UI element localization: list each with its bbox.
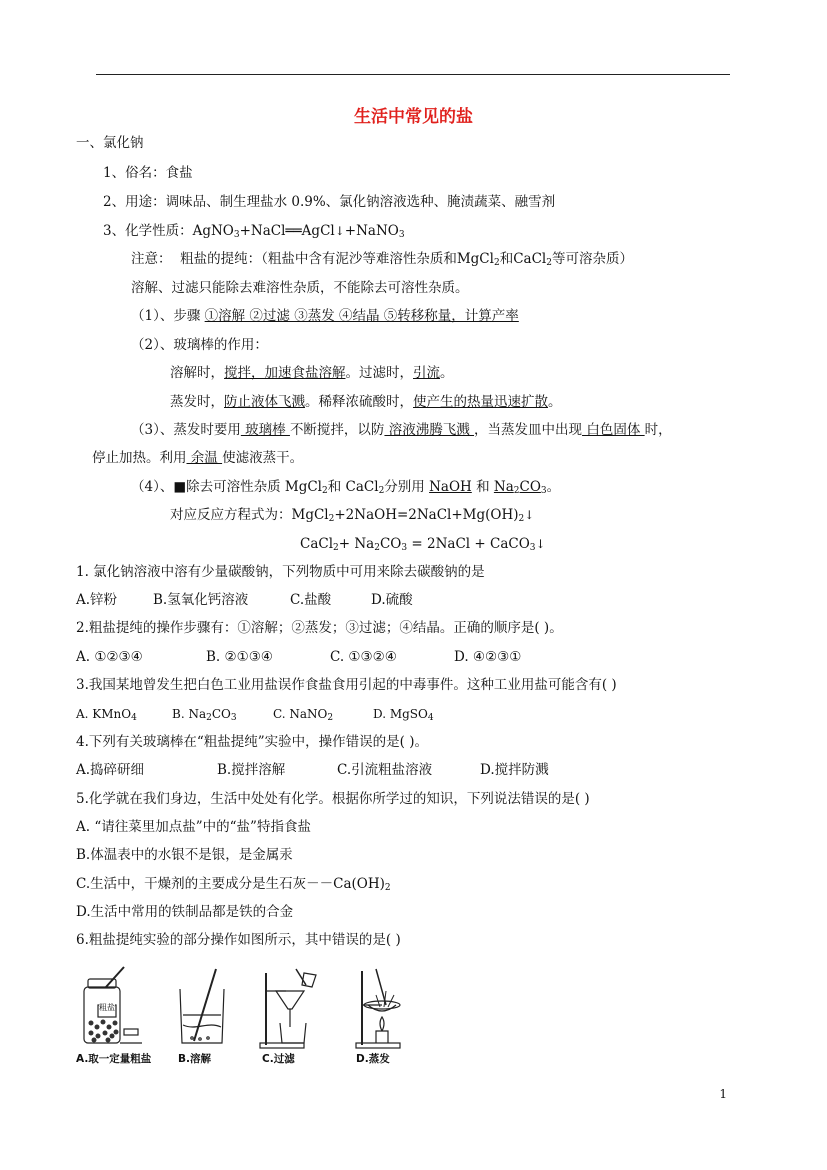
q6-stem: 6.粗盐提纯实验的部分操作如图所示，其中错误的是( ) — [76, 932, 401, 948]
step4-line: （4）、■除去可溶性杂质 MgCl$_2$和 CaCl$_2$分别用 NaOH 和 $Na_2CO_3$。 — [131, 479, 561, 496]
figure-caption-a: A.取一定量粗盐 — [76, 1053, 152, 1065]
beaker-icon — [180, 969, 224, 1043]
alias-label: 1、俗名： — [103, 165, 166, 181]
uses-value: 调味品、制生理盐水 0.9%、氯化钠溶液选种、腌渍蔬菜、融雪剂 — [165, 194, 556, 210]
q4-option-d: D.搅拌防溅 — [480, 762, 549, 778]
step4-eq2: CaCl$_2$+ $Na_2CO_3$ = 2NaCl + CaCO$_3$↓ — [300, 536, 546, 553]
step2-line2: 蒸发时，防止液体飞溅。稀释浓硫酸时，使产生的热量迅速扩散。 — [170, 394, 562, 410]
q4-option-a: A.捣碎研细 — [76, 762, 145, 778]
uses-label: 2、用途： — [103, 194, 166, 210]
q3-option-d: D. MgSO$_4$ — [373, 707, 434, 723]
alias-line — [103, 163, 193, 183]
step1-answer: ①溶解 ②过滤 ③蒸发 ④结晶 ⑤转移称量，计算产率 — [204, 308, 519, 324]
evaporation-stand-icon — [356, 969, 400, 1048]
q5-option-c: C.生活中，干燥剂的主要成分是生石灰$--Ca(OH)_2$ — [76, 876, 391, 893]
q5-option-b: B.体温表中的水银不是银，是金属汞 — [76, 847, 293, 863]
step3-line2: 停止加热。利用 余温 使滤液蒸干。 — [92, 450, 304, 466]
q4-stem: 4.下列有关玻璃棒在“粗盐提纯”实验中，操作错误的是( )。 — [76, 734, 429, 750]
q4-option-c: C.引流粗盐溶液 — [337, 762, 433, 778]
down-arrow-icon: ↓ — [535, 537, 546, 551]
q5-stem: 5.化学就在我们身边，生活中处处有化学。根据你所学过的知识，下列说法错误的是( ) — [76, 791, 590, 807]
q2-option-c: C. ①③②④ — [330, 649, 397, 665]
q4-option-b: B.搅拌溶解 — [217, 762, 286, 778]
header-rule — [96, 74, 730, 75]
q5-option-d: D.生活中常用的铁制品都是铁的合金 — [76, 904, 294, 920]
figure-caption-b: B.溶解 — [178, 1053, 211, 1065]
chem-eq: AgNO$_3$+NaCl══AgCl↓+NaNO$_3$ — [192, 223, 405, 240]
jar-label: 粗盐 — [99, 1003, 115, 1012]
q2-stem: 2.粗盐提纯的操作步骤有：①溶解；②蒸发；③过滤；④结晶。正确的顺序是( )。 — [76, 620, 563, 636]
note-line: 注意： 粗盐的提纯：（粗盐中含有泥沙等难溶性杂质和MgCl$_2$和CaCl$_2$等可溶杂质） — [131, 251, 633, 268]
figure-caption-c: C.过滤 — [262, 1053, 295, 1065]
uses-line — [103, 192, 555, 212]
down-arrow-icon: ↓ — [524, 508, 535, 522]
q1-stem: 1. 氯化钠溶液中溶有少量碳酸钠，下列物质中可用来除去碳酸钠的是 — [76, 564, 485, 580]
q3-option-a: A. KMnO$_4$ — [76, 707, 137, 723]
lab-figures — [76, 965, 416, 1070]
step2-line1: 溶解时，搅拌，加速食盐溶解。过滤时，引流。 — [170, 365, 454, 381]
alias-value: 食盐 — [165, 165, 193, 181]
step4-eq1: 对应反应方程式为：$MgCl_2+2NaOH=2NaCl+Mg(OH)_2↓$ — [170, 507, 535, 524]
section-heading: 一、氯化钠 — [76, 135, 144, 151]
q1-option-c: C.盐酸 — [290, 592, 332, 608]
filter-stand-icon — [260, 969, 316, 1048]
q3-option-b: B. $Na_2CO_3$ — [172, 707, 237, 723]
note2-line: 溶解、过滤只能除去难溶性杂质，不能除去可溶性杂质。 — [131, 280, 469, 296]
q1-option-b: B.氢氧化钙溶液 — [153, 592, 249, 608]
page-title: 生活中常见的盐 — [354, 107, 473, 127]
page-number: 1 — [719, 1087, 727, 1101]
step3-line1: （3）、蒸发时要用 玻璃棒 不断搅拌，以防 溶液沸腾飞溅 ，当蒸发皿中出现 白色固体 时， — [131, 422, 672, 438]
chem-label: 3、化学性质： — [103, 223, 193, 239]
q2-option-b: B. ②①③④ — [206, 649, 273, 665]
q2-option-a: A. ①②③④ — [76, 649, 143, 665]
q3-stem: 3.我国某地曾发生把白色工业用盐误作食盐食用引起的中毒事件。这种工业用盐可能含有( ) — [76, 677, 617, 693]
down-arrow-icon: ↓ — [334, 224, 345, 238]
figure-caption-d: D.蒸发 — [356, 1053, 390, 1065]
step2-label: （2）、玻璃棒的作用： — [131, 337, 268, 353]
q3-option-c: C. NaNO$_2$ — [273, 707, 334, 723]
chem-line — [103, 221, 405, 241]
q1-option-a: A.锌粉 — [76, 592, 118, 608]
lab-apparatus-drawing — [76, 965, 416, 1050]
q5-option-a: A. “请往菜里加点盐”中的“盐”特指食盐 — [76, 819, 311, 835]
step1-line: （1）、步骤 ①溶解 ②过滤 ③蒸发 ④结晶 ⑤转移称量，计算产率 — [131, 308, 519, 324]
note-label: 注意： — [131, 251, 172, 267]
q1-option-d: D.硫酸 — [371, 592, 413, 608]
q2-option-d: D. ④②③① — [454, 649, 522, 665]
